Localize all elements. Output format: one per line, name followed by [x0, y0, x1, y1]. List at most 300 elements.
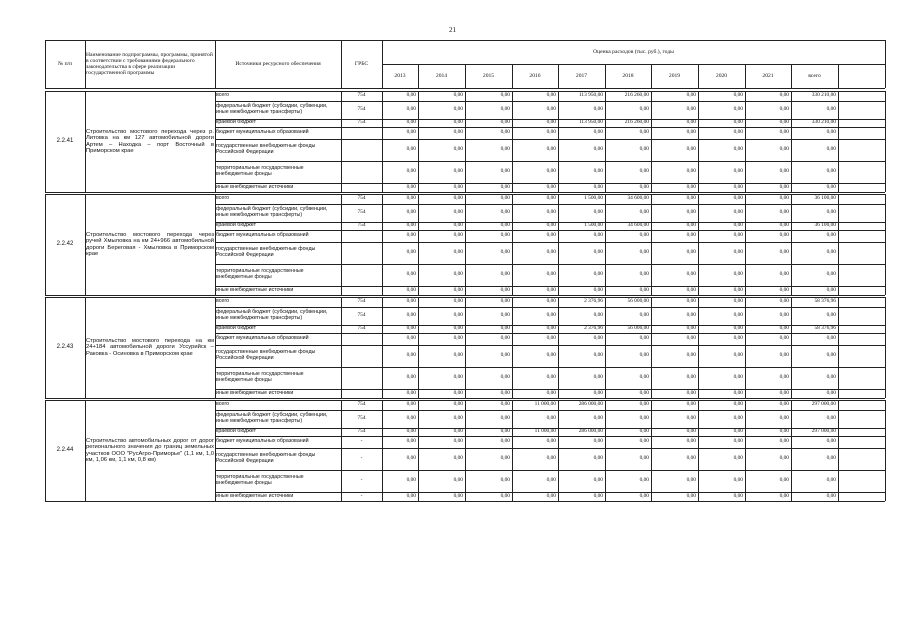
grbs-cell: 754 — [357, 209, 366, 216]
grid-line — [698, 64, 699, 88]
value-cell: 0,00 — [686, 492, 696, 499]
grid-line — [885, 194, 886, 295]
value-cell: 0,00 — [779, 146, 789, 153]
value-cell: 0,00 — [779, 325, 789, 332]
grbs-cell — [341, 367, 382, 389]
value-cell: 286 000,00 — [578, 428, 603, 435]
value-cell: 2 376,96 — [584, 325, 603, 332]
grbs-cell — [341, 139, 382, 161]
grid-line — [885, 91, 886, 192]
value-cell: 0,00 — [500, 374, 510, 381]
value-cell: 0,00 — [406, 222, 416, 229]
header-year-2021: 2021 — [762, 72, 774, 79]
value-cell: 0,00 — [406, 352, 416, 359]
value-cell: 0,00 — [639, 415, 649, 422]
value-cell: 0,00 — [500, 209, 510, 216]
grid-line — [838, 64, 839, 88]
value-cell: 0,00 — [779, 374, 789, 381]
value-cell: 0,00 — [546, 168, 556, 175]
header-year-2014: 2014 — [435, 72, 448, 79]
value-cell: 0,00 — [779, 119, 789, 126]
value-cell: 0,00 — [826, 183, 836, 190]
value-cell: 0,00 — [779, 477, 789, 484]
value-cell: 0,00 — [733, 492, 743, 499]
header-year-2019: 2019 — [668, 72, 681, 79]
grbs-cell — [341, 230, 382, 242]
value-cell: 0,00 — [593, 286, 603, 293]
grid-line — [838, 91, 839, 192]
grbs-cell: 754 — [357, 106, 366, 113]
grid-line — [885, 40, 886, 88]
value-cell: 58 376,96 — [814, 325, 836, 332]
value-cell: 0,00 — [453, 195, 463, 202]
grid-line — [45, 192, 885, 193]
value-cell: 0,00 — [546, 325, 556, 332]
value-cell: 0,00 — [639, 232, 649, 239]
value-cell: 58 376,96 — [814, 298, 836, 305]
grbs-cell — [341, 127, 382, 139]
value-cell: 0,00 — [593, 335, 603, 342]
value-cell: 0,00 — [406, 415, 416, 422]
grid-line — [45, 40, 46, 88]
grid-line — [885, 400, 886, 501]
source-label: всего — [216, 92, 230, 99]
grid-line — [85, 40, 86, 88]
value-cell: 0,00 — [826, 477, 836, 484]
value-cell: 0,00 — [593, 209, 603, 216]
value-cell: 0,00 — [500, 492, 510, 499]
source-label: краевой бюджет — [216, 222, 257, 229]
value-cell: 0,00 — [546, 119, 556, 126]
value-cell: 0,00 — [686, 195, 696, 202]
value-cell: 0,00 — [406, 271, 416, 278]
value-cell: 0,00 — [453, 129, 463, 136]
value-cell: 0,00 — [406, 129, 416, 136]
value-cell: 0,00 — [453, 106, 463, 113]
value-cell: 0,00 — [546, 129, 556, 136]
value-cell: 0,00 — [686, 312, 696, 319]
value-cell: 0,00 — [546, 249, 556, 256]
value-cell: 0,00 — [406, 232, 416, 239]
value-cell: 0,00 — [826, 286, 836, 293]
value-cell: 0,00 — [779, 183, 789, 190]
page-number: 21 — [449, 26, 456, 34]
value-cell: 0,00 — [779, 415, 789, 422]
value-cell: 0,00 — [500, 232, 510, 239]
value-cell: 0,00 — [639, 455, 649, 462]
value-cell: 0,00 — [779, 195, 789, 202]
grid-line — [512, 64, 513, 88]
value-cell: 0,00 — [779, 232, 789, 239]
value-cell: 0,00 — [546, 335, 556, 342]
value-cell: 216 260,00 — [624, 92, 649, 99]
value-cell: 0,00 — [500, 325, 510, 332]
value-cell: 0,00 — [406, 312, 416, 319]
value-cell: 0,00 — [686, 415, 696, 422]
value-cell: 0,00 — [453, 209, 463, 216]
grid-line — [341, 40, 342, 88]
value-cell: 0,00 — [639, 106, 649, 113]
value-cell: 0,00 — [546, 146, 556, 153]
grbs-cell: - — [360, 455, 363, 462]
value-cell: 0,00 — [500, 389, 510, 396]
value-cell: 0,00 — [686, 428, 696, 435]
value-cell: 0,00 — [733, 232, 743, 239]
source-label: территориальные государственные внебюджетные фонды — [216, 371, 304, 383]
value-cell: 0,00 — [500, 352, 510, 359]
value-cell: 0,00 — [406, 92, 416, 99]
value-cell: 216 260,00 — [624, 119, 649, 126]
value-cell: 297 000,00 — [811, 428, 836, 435]
value-cell: 0,00 — [639, 209, 649, 216]
value-cell: 0,00 — [779, 389, 789, 396]
value-cell: 0,00 — [453, 492, 463, 499]
source-label: всего — [216, 195, 230, 202]
value-cell: 297 000,00 — [811, 401, 836, 408]
grbs-cell: 754 — [357, 298, 366, 305]
grid-line — [605, 64, 606, 88]
value-cell: 0,00 — [779, 335, 789, 342]
value-cell: 0,00 — [593, 389, 603, 396]
source-label: иные внебюджетные источники — [216, 286, 294, 293]
value-cell: 0,00 — [406, 455, 416, 462]
value-cell: 0,00 — [733, 183, 743, 190]
value-cell: 0,00 — [406, 389, 416, 396]
item-number: 2.2.41 — [56, 138, 74, 145]
value-cell: 0,00 — [779, 428, 789, 435]
value-cell: 0,00 — [546, 286, 556, 293]
value-cell: 0,00 — [779, 168, 789, 175]
source-label: бюджет муниципальных образований — [216, 335, 309, 342]
value-cell: 0,00 — [826, 492, 836, 499]
value-cell: 0,00 — [733, 271, 743, 278]
source-label: территориальные государственные внебюджетные фонды — [216, 474, 304, 486]
value-cell: 0,00 — [826, 146, 836, 153]
value-cell: 0,00 — [826, 249, 836, 256]
value-cell: 0,00 — [733, 455, 743, 462]
value-cell: 0,00 — [453, 232, 463, 239]
value-cell: 0,00 — [453, 428, 463, 435]
header-number: № п/п — [57, 60, 73, 67]
value-cell: 0,00 — [593, 312, 603, 319]
value-cell: 0,00 — [826, 389, 836, 396]
value-cell: 0,00 — [593, 249, 603, 256]
item-name: Строительство автомобильных дорог от дорог регионального значения до границ земельных участков ООО "РусАгро-Приморье" (1,1 км, 1,0 км, 1,06 км, 1,1 км, 0,8 км) — [86, 438, 214, 463]
value-cell: 0,00 — [500, 312, 510, 319]
value-cell: 0,00 — [686, 271, 696, 278]
grbs-cell — [341, 286, 382, 295]
value-cell: 0,00 — [546, 92, 556, 99]
value-cell: 0,00 — [826, 209, 836, 216]
value-cell: 0,00 — [686, 298, 696, 305]
value-cell: 0,00 — [546, 415, 556, 422]
source-label: государственные внебюджетные фонды Российской Федерации — [216, 349, 316, 361]
value-cell: 0,00 — [639, 249, 649, 256]
grbs-cell: 754 — [357, 92, 366, 99]
value-cell: 0,00 — [639, 312, 649, 319]
value-cell: 0,00 — [686, 209, 696, 216]
value-cell: 0,00 — [453, 286, 463, 293]
value-cell: 0,00 — [453, 477, 463, 484]
value-cell: 0,00 — [593, 271, 603, 278]
grid-line — [418, 64, 419, 88]
value-cell: 0,00 — [406, 183, 416, 190]
header-grbs: ГРБС — [354, 60, 369, 67]
value-cell: 0,00 — [500, 438, 510, 445]
value-cell: 0,00 — [406, 286, 416, 293]
grbs-cell: 754 — [357, 325, 366, 332]
source-label: федеральный бюджет (субсидии, субвенции, иные межбюджетные трансферты) — [216, 206, 328, 218]
value-cell: 0,00 — [826, 271, 836, 278]
value-cell: 0,00 — [686, 92, 696, 99]
source-label: государственные внебюджетные фонды Российской Федерации — [216, 143, 316, 155]
value-cell: 0,00 — [826, 335, 836, 342]
grid-line — [745, 64, 746, 88]
value-cell: 0,00 — [733, 415, 743, 422]
header-group-title: Оценка расходов (тыс. руб.), годы — [593, 48, 674, 55]
value-cell: 0,00 — [546, 455, 556, 462]
value-cell: 0,00 — [406, 401, 416, 408]
value-cell: 0,00 — [733, 195, 743, 202]
value-cell: 0,00 — [686, 146, 696, 153]
header-year-2018: 2018 — [622, 72, 634, 79]
header-name: Наименование подпрограммы, программы, принятой в соответствии с требованиями федерального законодательства в сфере реализации государственной программы — [86, 51, 213, 77]
value-cell: 0,00 — [686, 374, 696, 381]
value-cell: 0,00 — [779, 92, 789, 99]
value-cell: 0,00 — [779, 492, 789, 499]
value-cell: 0,00 — [500, 286, 510, 293]
value-cell: 0,00 — [546, 222, 556, 229]
grid-line — [791, 64, 792, 88]
item-number: 2.2.42 — [56, 241, 74, 248]
value-cell: 0,00 — [593, 492, 603, 499]
value-cell: 0,00 — [500, 195, 510, 202]
value-cell: 113 950,00 — [578, 119, 603, 126]
value-cell: 0,00 — [733, 286, 743, 293]
value-cell: 0,00 — [546, 106, 556, 113]
grid-line — [45, 88, 885, 89]
value-cell: 0,00 — [826, 438, 836, 445]
value-cell: 0,00 — [500, 146, 510, 153]
grid-line — [558, 64, 559, 88]
value-cell: 1 500,00 — [584, 195, 603, 202]
value-cell: 0,00 — [546, 389, 556, 396]
value-cell: 0,00 — [733, 298, 743, 305]
value-cell: 0,00 — [453, 438, 463, 445]
value-cell: 0,00 — [500, 415, 510, 422]
value-cell: 0,00 — [733, 312, 743, 319]
value-cell: 34 600,00 — [627, 195, 649, 202]
header-year-2016: 2016 — [529, 72, 541, 79]
value-cell: 0,00 — [779, 401, 789, 408]
item-number: 2.2.43 — [56, 344, 74, 351]
grbs-cell: - — [360, 492, 363, 499]
grid-line — [45, 40, 885, 41]
source-label: федеральный бюджет (субсидии, субвенции, иные межбюджетные трансферты) — [216, 309, 328, 321]
grbs-cell: 754 — [357, 312, 366, 319]
grbs-cell: 754 — [357, 119, 366, 126]
value-cell: 0,00 — [500, 271, 510, 278]
value-cell: 0,00 — [686, 183, 696, 190]
item-name: Строительство мостового перехода через р. Литовка на км 127 автомобильной дороги Артем – Находка – порт Восточный в Приморском крае — [86, 129, 214, 154]
value-cell: 0,00 — [593, 455, 603, 462]
value-cell: 0,00 — [639, 389, 649, 396]
value-cell: 0,00 — [593, 146, 603, 153]
value-cell: 0,00 — [453, 168, 463, 175]
value-cell: 0,00 — [686, 222, 696, 229]
value-cell: 0,00 — [453, 249, 463, 256]
grbs-cell: 754 — [357, 195, 366, 202]
value-cell: 0,00 — [733, 146, 743, 153]
value-cell: 0,00 — [500, 455, 510, 462]
header-year-2015: 2015 — [482, 72, 495, 79]
value-cell: 0,00 — [686, 477, 696, 484]
value-cell: 0,00 — [500, 477, 510, 484]
value-cell: 0,00 — [826, 455, 836, 462]
value-cell: 0,00 — [406, 492, 416, 499]
value-cell: 0,00 — [733, 389, 743, 396]
value-cell: 2 376,96 — [584, 298, 603, 305]
value-cell: 0,00 — [779, 312, 789, 319]
source-label: всего — [216, 298, 230, 305]
item-name: Строительство мостового перехода через ручей Хмыловка на км 24+966 автомобильной дороги Береговая - Хмыловка в Приморском крае — [86, 232, 214, 257]
grbs-cell: - — [360, 438, 363, 445]
value-cell: 0,00 — [453, 455, 463, 462]
source-label: бюджет муниципальных образований — [216, 438, 309, 445]
value-cell: 0,00 — [686, 106, 696, 113]
header-year-2017: 2017 — [575, 72, 588, 79]
value-cell: 0,00 — [546, 312, 556, 319]
value-cell: 0,00 — [639, 168, 649, 175]
value-cell: 0,00 — [779, 106, 789, 113]
value-cell: 0,00 — [453, 119, 463, 126]
value-cell: 0,00 — [826, 106, 836, 113]
item-name: Строительство мостового перехода на км 24+184 автомобильной дороги Уссурийск – Раковка - Осиновка в Приморском крае — [86, 338, 214, 357]
value-cell: 0,00 — [453, 374, 463, 381]
grid-line — [45, 501, 885, 502]
header-year-всего: всего — [808, 72, 821, 79]
source-label: иные внебюджетные источники — [216, 492, 294, 499]
value-cell: 0,00 — [639, 286, 649, 293]
grbs-cell: 754 — [357, 401, 366, 408]
value-cell: 0,00 — [733, 352, 743, 359]
value-cell: 0,00 — [826, 129, 836, 136]
value-cell: 0,00 — [639, 183, 649, 190]
value-cell: 0,00 — [733, 222, 743, 229]
grbs-cell — [341, 242, 382, 264]
value-cell: 0,00 — [733, 335, 743, 342]
value-cell: 34 600,00 — [627, 222, 649, 229]
grid-line — [45, 398, 885, 399]
value-cell: 0,00 — [686, 129, 696, 136]
grbs-cell — [341, 333, 382, 345]
source-label: краевой бюджет — [216, 325, 257, 332]
value-cell: 0,00 — [733, 249, 743, 256]
value-cell: 11 000,00 — [534, 401, 556, 408]
value-cell: 0,00 — [546, 352, 556, 359]
grid-line — [838, 400, 839, 501]
value-cell: 0,00 — [546, 298, 556, 305]
value-cell: 0,00 — [546, 477, 556, 484]
value-cell: 0,00 — [593, 415, 603, 422]
value-cell: 0,00 — [453, 271, 463, 278]
value-cell: 0,00 — [406, 477, 416, 484]
value-cell: 0,00 — [733, 438, 743, 445]
value-cell: 0,00 — [779, 298, 789, 305]
value-cell: 0,00 — [406, 335, 416, 342]
value-cell: 0,00 — [546, 195, 556, 202]
header-year-2020: 2020 — [715, 72, 728, 79]
source-label: бюджет муниципальных образований — [216, 232, 309, 239]
value-cell: 0,00 — [733, 401, 743, 408]
value-cell: 0,00 — [453, 92, 463, 99]
value-cell: 0,00 — [733, 374, 743, 381]
value-cell: 0,00 — [686, 286, 696, 293]
item-number: 2.2.44 — [56, 447, 74, 454]
value-cell: 0,00 — [686, 249, 696, 256]
grid-line — [651, 64, 652, 88]
value-cell: 0,00 — [733, 168, 743, 175]
budget-table — [45, 40, 885, 602]
grid-line — [885, 297, 886, 398]
value-cell: 0,00 — [453, 389, 463, 396]
value-cell: 0,00 — [733, 477, 743, 484]
value-cell: 0,00 — [779, 129, 789, 136]
value-cell: 0,00 — [733, 119, 743, 126]
value-cell: 0,00 — [733, 129, 743, 136]
value-cell: 0,00 — [779, 438, 789, 445]
value-cell: 0,00 — [546, 492, 556, 499]
grid-line — [382, 64, 885, 65]
value-cell: 0,00 — [406, 249, 416, 256]
value-cell: 0,00 — [593, 183, 603, 190]
value-cell: 0,00 — [686, 119, 696, 126]
value-cell: 0,00 — [453, 146, 463, 153]
value-cell: 0,00 — [639, 438, 649, 445]
value-cell: 0,00 — [593, 374, 603, 381]
value-cell: 0,00 — [686, 168, 696, 175]
value-cell: 0,00 — [406, 146, 416, 153]
source-label: краевой бюджет — [216, 428, 257, 435]
grbs-cell — [341, 345, 382, 367]
value-cell: 0,00 — [639, 374, 649, 381]
value-cell: 0,00 — [453, 325, 463, 332]
header-source: Источники ресурсного обеспечения — [235, 60, 321, 67]
value-cell: 0,00 — [500, 335, 510, 342]
grid-line — [465, 64, 466, 88]
value-cell: 56 000,00 — [627, 298, 649, 305]
value-cell: 0,00 — [826, 312, 836, 319]
value-cell: 0,00 — [639, 492, 649, 499]
header-year-2013: 2013 — [394, 72, 406, 79]
grbs-cell: 754 — [357, 415, 366, 422]
value-cell: 0,00 — [500, 129, 510, 136]
value-cell: 0,00 — [546, 232, 556, 239]
value-cell: 0,00 — [500, 401, 510, 408]
value-cell: 36 100,00 — [814, 222, 836, 229]
value-cell: 0,00 — [406, 106, 416, 113]
value-cell: 0,00 — [453, 335, 463, 342]
source-label: государственные внебюджетные фонды Российской Федерации — [216, 452, 316, 464]
value-cell: 36 100,00 — [814, 195, 836, 202]
value-cell: 0,00 — [639, 271, 649, 278]
source-label: всего — [216, 401, 230, 408]
source-label: иные внебюджетные источники — [216, 183, 294, 190]
value-cell: 0,00 — [686, 335, 696, 342]
grbs-cell: 754 — [357, 222, 366, 229]
value-cell: 0,00 — [593, 352, 603, 359]
value-cell: 0,00 — [686, 325, 696, 332]
